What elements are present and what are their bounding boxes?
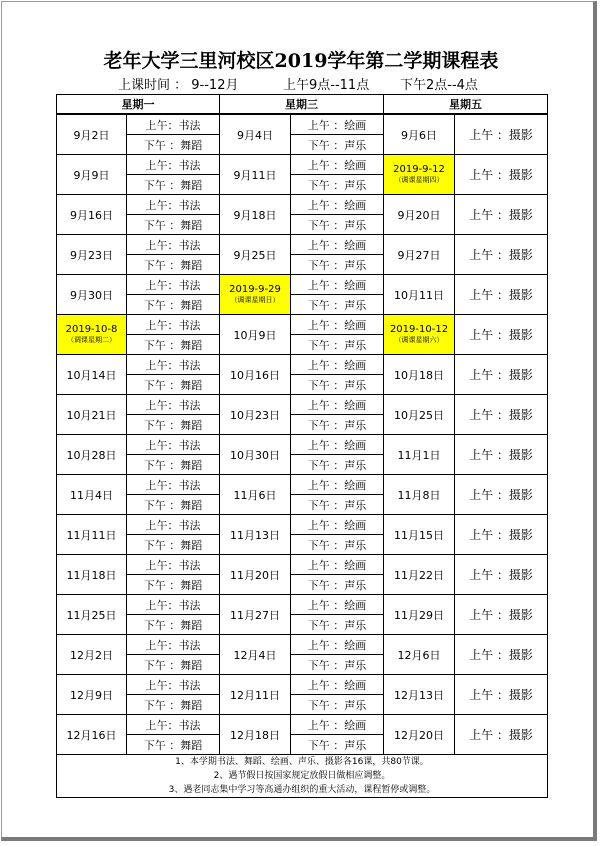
class-painting: 上午 ：绘画	[291, 715, 384, 735]
class-dance: 下午 ：舞蹈	[127, 495, 220, 515]
class-vocal-music: 下午 ：声乐	[291, 735, 384, 755]
week-row-am	[57, 114, 548, 135]
reschedule-note: （调课星期二）	[67, 336, 116, 344]
class-date-cell: 9月9日	[57, 155, 127, 195]
class-vocal-music: 下午 ：声乐	[291, 535, 384, 555]
afternoon-hours: 下午2点--4点	[400, 78, 478, 93]
week-row-am	[57, 275, 548, 295]
class-date-cell: 11月29日	[384, 595, 455, 635]
rescheduled-date-cell	[384, 315, 455, 355]
class-dance: 下午 ：舞蹈	[127, 375, 220, 395]
class-date-cell: 10月21日	[57, 395, 127, 435]
class-vocal-music: 下午 ：声乐	[291, 255, 384, 275]
morning-hours: 上午9点--11点	[283, 78, 370, 93]
class-photography: 上午 ：摄影	[455, 515, 548, 555]
class-date-cell: 10月25日	[384, 395, 455, 435]
class-date-cell: 12月2日	[57, 635, 127, 675]
class-photography: 上午 ：摄影	[455, 435, 548, 475]
class-calligraphy: 上午：书法	[127, 235, 220, 255]
class-painting: 上午 ：绘画	[291, 395, 384, 415]
class-date-cell: 12月9日	[57, 675, 127, 715]
class-calligraphy: 上午：书法	[127, 195, 220, 215]
class-calligraphy: 上午：书法	[127, 155, 220, 175]
class-date-cell: 9月25日	[220, 235, 291, 275]
class-date-cell: 10月30日	[220, 435, 291, 475]
rescheduled-date: 2019-10-8	[65, 324, 118, 335]
week-row-am	[57, 595, 548, 615]
class-vocal-music: 下午 ：声乐	[291, 175, 384, 195]
class-dance: 下午 ：舞蹈	[127, 415, 220, 435]
class-calligraphy: 上午：书法	[127, 715, 220, 735]
class-date-cell: 11月25日	[57, 595, 127, 635]
notes-cell	[57, 755, 548, 798]
rescheduled-date-cell	[384, 155, 455, 195]
class-photography: 上午 ：摄影	[455, 114, 548, 155]
class-dance: 下午 ：舞蹈	[127, 215, 220, 235]
class-photography: 上午 ：摄影	[455, 315, 548, 355]
class-vocal-music: 下午 ：声乐	[291, 495, 384, 515]
class-painting: 上午 ：绘画	[291, 114, 384, 135]
class-date-cell: 12月11日	[220, 675, 291, 715]
reschedule-note: （调课星期日）	[230, 296, 280, 304]
class-date-cell: 11月1日	[384, 435, 455, 475]
class-photography: 上午 ：摄影	[455, 195, 548, 235]
class-painting: 上午 ：绘画	[291, 235, 384, 255]
class-date-cell: 10月28日	[57, 435, 127, 475]
week-row-am	[57, 155, 548, 175]
class-calligraphy: 上午：书法	[127, 114, 220, 135]
week-row-am	[57, 435, 548, 455]
class-date-cell: 11月13日	[220, 515, 291, 555]
class-dance: 下午 ：舞蹈	[127, 695, 220, 715]
class-calligraphy: 上午：书法	[127, 275, 220, 295]
header-friday: 星期五	[384, 95, 548, 115]
class-calligraphy: 上午：书法	[127, 355, 220, 375]
class-date-cell: 11月15日	[384, 515, 455, 555]
class-calligraphy: 上午：书法	[127, 435, 220, 455]
week-row-am	[57, 635, 548, 655]
class-date-cell: 10月23日	[220, 395, 291, 435]
rescheduled-date-cell	[57, 315, 127, 355]
class-calligraphy: 上午：书法	[127, 555, 220, 575]
class-date-cell: 9月16日	[57, 195, 127, 235]
class-date-cell: 9月11日	[220, 155, 291, 195]
class-date-cell: 10月18日	[384, 355, 455, 395]
class-date-cell: 12月13日	[384, 675, 455, 715]
reschedule-note: （调课星期四）	[394, 176, 444, 184]
class-date-cell: 12月6日	[384, 635, 455, 675]
class-date-cell: 10月16日	[220, 355, 291, 395]
week-row-am	[57, 355, 548, 375]
class-painting: 上午 ：绘画	[291, 515, 384, 535]
class-vocal-music: 下午 ：声乐	[291, 375, 384, 395]
class-date-cell: 11月22日	[384, 555, 455, 595]
note-1: 1、本学期书法、舞蹈、绘画、声乐、摄影各16课，共80节课。	[175, 757, 429, 767]
class-painting: 上午 ：绘画	[291, 355, 384, 375]
class-vocal-music: 下午 ：声乐	[291, 575, 384, 595]
class-date-cell: 9月20日	[384, 195, 455, 235]
rescheduled-date-cell	[220, 275, 291, 315]
class-vocal-music: 下午 ：声乐	[291, 335, 384, 355]
class-date-cell: 10月11日	[384, 275, 455, 315]
class-date-cell: 10月14日	[57, 355, 127, 395]
page-title: 老年大学三里河校区2019学年第二学期课程表	[103, 50, 499, 72]
week-row-am	[57, 315, 548, 335]
reschedule-note: （调课星期六）	[394, 336, 444, 344]
class-date-cell: 9月27日	[384, 235, 455, 275]
class-dance: 下午 ：舞蹈	[127, 255, 220, 275]
class-date-cell: 12月16日	[57, 715, 127, 755]
week-row-am	[57, 555, 548, 575]
class-date-cell: 9月4日	[220, 114, 291, 155]
class-photography: 上午 ：摄影	[455, 555, 548, 595]
week-row-am	[57, 195, 548, 215]
class-date-cell: 11月18日	[57, 555, 127, 595]
class-painting: 上午 ：绘画	[291, 635, 384, 655]
class-dance: 下午 ：舞蹈	[127, 655, 220, 675]
class-painting: 上午 ：绘画	[291, 555, 384, 575]
header-wednesday: 星期三	[220, 95, 384, 115]
class-date-cell: 12月18日	[220, 715, 291, 755]
class-dance: 下午 ：舞蹈	[127, 615, 220, 635]
schedule-table	[56, 94, 548, 798]
class-calligraphy: 上午：书法	[127, 595, 220, 615]
class-painting: 上午 ：绘画	[291, 675, 384, 695]
class-dance: 下午 ：舞蹈	[127, 575, 220, 595]
class-date-cell: 11月11日	[57, 515, 127, 555]
class-date-cell: 9月2日	[57, 114, 127, 155]
class-painting: 上午 ：绘画	[291, 275, 384, 295]
class-dance: 下午 ：舞蹈	[127, 735, 220, 755]
week-row-am	[57, 515, 548, 535]
class-date-cell: 9月18日	[220, 195, 291, 235]
class-vocal-music: 下午 ：声乐	[291, 695, 384, 715]
class-vocal-music: 下午 ：声乐	[291, 655, 384, 675]
class-dance: 下午 ：舞蹈	[127, 175, 220, 195]
rescheduled-date: 2019-10-12	[389, 324, 449, 335]
class-photography: 上午 ：摄影	[455, 675, 548, 715]
class-dance: 下午 ：舞蹈	[127, 295, 220, 315]
class-date-cell: 9月23日	[57, 235, 127, 275]
class-calligraphy: 上午：书法	[127, 515, 220, 535]
class-painting: 上午 ：绘画	[291, 155, 384, 175]
class-calligraphy: 上午：书法	[127, 675, 220, 695]
note-3: 3、遇老同志集中学习等高通办组织的重大活动，课程暂停或调整。	[168, 785, 436, 795]
class-photography: 上午 ：摄影	[455, 635, 548, 675]
class-photography: 上午 ：摄影	[455, 475, 548, 515]
class-calligraphy: 上午：书法	[127, 475, 220, 495]
class-calligraphy: 上午：书法	[127, 315, 220, 335]
class-dance: 下午 ：舞蹈	[127, 335, 220, 355]
week-row-am	[57, 235, 548, 255]
class-dance: 下午 ：舞蹈	[127, 135, 220, 155]
class-vocal-music: 下午 ：声乐	[291, 615, 384, 635]
class-date-cell: 11月4日	[57, 475, 127, 515]
class-painting: 上午 ：绘画	[291, 435, 384, 455]
class-date-cell: 11月20日	[220, 555, 291, 595]
class-photography: 上午 ：摄影	[455, 155, 548, 195]
class-painting: 上午 ：绘画	[291, 195, 384, 215]
class-dance: 下午 ：舞蹈	[127, 535, 220, 555]
class-date-cell: 11月27日	[220, 595, 291, 635]
class-date-cell: 9月6日	[384, 114, 455, 155]
class-date-cell: 9月30日	[57, 275, 127, 315]
class-vocal-music: 下午 ：声乐	[291, 295, 384, 315]
class-date-cell: 12月4日	[220, 635, 291, 675]
class-painting: 上午 ：绘画	[291, 315, 384, 335]
notes-row	[57, 755, 548, 798]
class-painting: 上午 ：绘画	[291, 595, 384, 615]
week-row-am	[57, 675, 548, 695]
class-calligraphy: 上午：书法	[127, 395, 220, 415]
class-vocal-music: 下午 ：声乐	[291, 415, 384, 435]
rescheduled-date: 2019-9-12	[393, 164, 445, 175]
class-vocal-music: 下午 ：声乐	[291, 215, 384, 235]
class-time-label: 上课时间 ： 9--12月	[118, 78, 239, 93]
class-photography: 上午 ：摄影	[455, 715, 548, 755]
week-row-am	[57, 395, 548, 415]
week-row-am	[57, 475, 548, 495]
class-photography: 上午 ：摄影	[455, 395, 548, 435]
class-photography: 上午 ：摄影	[455, 595, 548, 635]
header-monday: 星期一	[57, 95, 220, 115]
class-vocal-music: 下午 ：声乐	[291, 455, 384, 475]
schedule-subtitle	[0, 74, 602, 94]
class-photography: 上午 ：摄影	[455, 275, 548, 315]
class-date-cell: 12月20日	[384, 715, 455, 755]
class-vocal-music: 下午 ：声乐	[291, 135, 384, 155]
class-calligraphy: 上午：书法	[127, 635, 220, 655]
class-photography: 上午 ：摄影	[455, 355, 548, 395]
class-date-cell: 10月9日	[220, 315, 291, 355]
header-row	[57, 95, 548, 115]
rescheduled-date: 2019-9-29	[229, 284, 281, 295]
schedule-body	[57, 114, 548, 755]
class-photography: 上午 ：摄影	[455, 235, 548, 275]
note-2: 2、遇节假日按国家规定放假日做相应调整。	[213, 771, 391, 781]
week-row-am	[57, 715, 548, 735]
class-date-cell: 11月8日	[384, 475, 455, 515]
class-date-cell: 11月6日	[220, 475, 291, 515]
class-dance: 下午 ：舞蹈	[127, 455, 220, 475]
class-painting: 上午 ：绘画	[291, 475, 384, 495]
